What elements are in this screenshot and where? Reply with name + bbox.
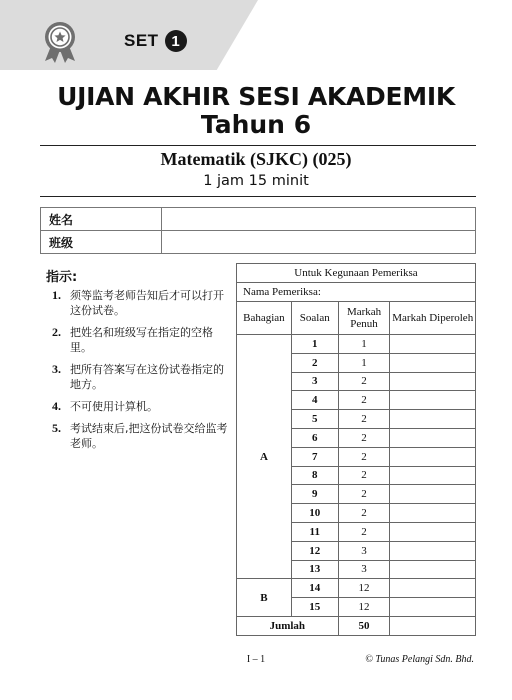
name-label: 姓名 (41, 208, 162, 231)
question-number: 4 (291, 391, 338, 410)
year-title: Tahun 6 (200, 110, 312, 139)
name-row (41, 208, 476, 231)
marks-obtained-field[interactable] (390, 353, 476, 372)
full-marks-cell: 3 (338, 560, 390, 579)
name-field[interactable] (162, 208, 476, 231)
question-number: 15 (291, 598, 338, 617)
class-field[interactable] (162, 231, 476, 254)
column-header-marks-obtained: Markah Diperoleh (390, 302, 476, 335)
question-number: 10 (291, 504, 338, 523)
question-number: 12 (291, 541, 338, 560)
full-marks-cell: 2 (338, 372, 390, 391)
full-marks-cell: 12 (338, 598, 390, 617)
instruction-item (52, 362, 228, 392)
full-marks-cell: 2 (338, 522, 390, 541)
marks-obtained-field[interactable] (390, 335, 476, 354)
instruction-item (52, 288, 228, 318)
examiner-name-field[interactable]: Nama Pemeriksa: (237, 283, 476, 302)
question-number: 1 (291, 335, 338, 354)
marks-row (237, 579, 476, 598)
question-number: 13 (291, 560, 338, 579)
instruction-text: 考试结束后,把这份试卷交给监考老师。 (70, 422, 228, 450)
full-marks-cell: 2 (338, 466, 390, 485)
instructions-list (52, 288, 228, 458)
full-marks-cell: 1 (338, 335, 390, 354)
section-b-label: B (237, 579, 292, 617)
full-marks-cell: 2 (338, 485, 390, 504)
instruction-text: 须等监考老师告知后才可以打开这份试卷。 (70, 289, 224, 317)
total-full-marks: 50 (338, 616, 390, 635)
publisher-credit: © Tunas Pelangi Sdn. Bhd. (365, 654, 474, 665)
class-label: 班级 (41, 231, 162, 254)
marks-row (237, 335, 476, 354)
instruction-item (52, 325, 228, 355)
question-number: 11 (291, 522, 338, 541)
question-number: 5 (291, 410, 338, 429)
instructions-title: 指示: (46, 270, 78, 285)
total-obtained-field[interactable] (390, 616, 476, 635)
column-header-section: Bahagian (237, 302, 292, 335)
full-marks-cell: 3 (338, 541, 390, 560)
exam-duration: 1 jam 15 minit (203, 173, 309, 189)
full-marks-cell: 1 (338, 353, 390, 372)
instruction-number: 5. (52, 421, 61, 435)
question-number: 8 (291, 466, 338, 485)
full-marks-cell: 2 (338, 428, 390, 447)
set-indicator (124, 30, 187, 52)
question-number: 7 (291, 447, 338, 466)
marks-obtained-field[interactable] (390, 410, 476, 429)
marks-obtained-field[interactable] (390, 541, 476, 560)
marks-obtained-field[interactable] (390, 560, 476, 579)
set-label: SET (124, 31, 159, 50)
full-marks-cell: 2 (338, 410, 390, 429)
question-number: 3 (291, 372, 338, 391)
student-info-table (40, 207, 476, 254)
marks-obtained-field[interactable] (390, 598, 476, 617)
full-marks-cell: 2 (338, 447, 390, 466)
instruction-number: 1. (52, 288, 61, 302)
marks-obtained-field[interactable] (390, 579, 476, 598)
instruction-number: 2. (52, 325, 61, 339)
award-ribbon-icon (40, 20, 80, 64)
instruction-text: 把姓名和班级写在指定的空格里。 (70, 326, 213, 354)
examiner-marks-table (236, 263, 476, 636)
divider-bottom (40, 196, 476, 197)
examiner-table-header: Untuk Kegunaan Pemeriksa (237, 264, 476, 283)
question-number: 6 (291, 428, 338, 447)
column-header-full-marks: Markah Penuh (338, 302, 390, 335)
page-number: I – 1 (246, 654, 266, 665)
class-row (41, 231, 476, 254)
column-header-question: Soalan (291, 302, 338, 335)
set-number-badge: 1 (165, 30, 187, 52)
instruction-number: 3. (52, 362, 61, 376)
total-label: Jumlah (237, 616, 339, 635)
marks-obtained-field[interactable] (390, 447, 476, 466)
instruction-text: 把所有答案写在这份试卷指定的地方。 (70, 363, 224, 391)
full-marks-cell: 2 (338, 391, 390, 410)
marks-obtained-field[interactable] (390, 428, 476, 447)
full-marks-cell: 2 (338, 504, 390, 523)
instruction-text: 不可使用计算机。 (70, 400, 158, 413)
marks-obtained-field[interactable] (390, 485, 476, 504)
question-number: 9 (291, 485, 338, 504)
divider-top (40, 145, 476, 146)
question-number: 2 (291, 353, 338, 372)
exam-title: UJIAN AKHIR SESI AKADEMIK (57, 82, 455, 111)
marks-obtained-field[interactable] (390, 466, 476, 485)
question-number: 14 (291, 579, 338, 598)
section-a-label: A (237, 335, 292, 579)
instruction-item (52, 399, 228, 414)
subject-title: Matematik (SJKC) (025) (160, 149, 352, 169)
marks-obtained-field[interactable] (390, 522, 476, 541)
marks-obtained-field[interactable] (390, 391, 476, 410)
instruction-number: 4. (52, 399, 61, 413)
marks-obtained-field[interactable] (390, 504, 476, 523)
full-marks-cell: 12 (338, 579, 390, 598)
marks-obtained-field[interactable] (390, 372, 476, 391)
instruction-item (52, 421, 228, 451)
